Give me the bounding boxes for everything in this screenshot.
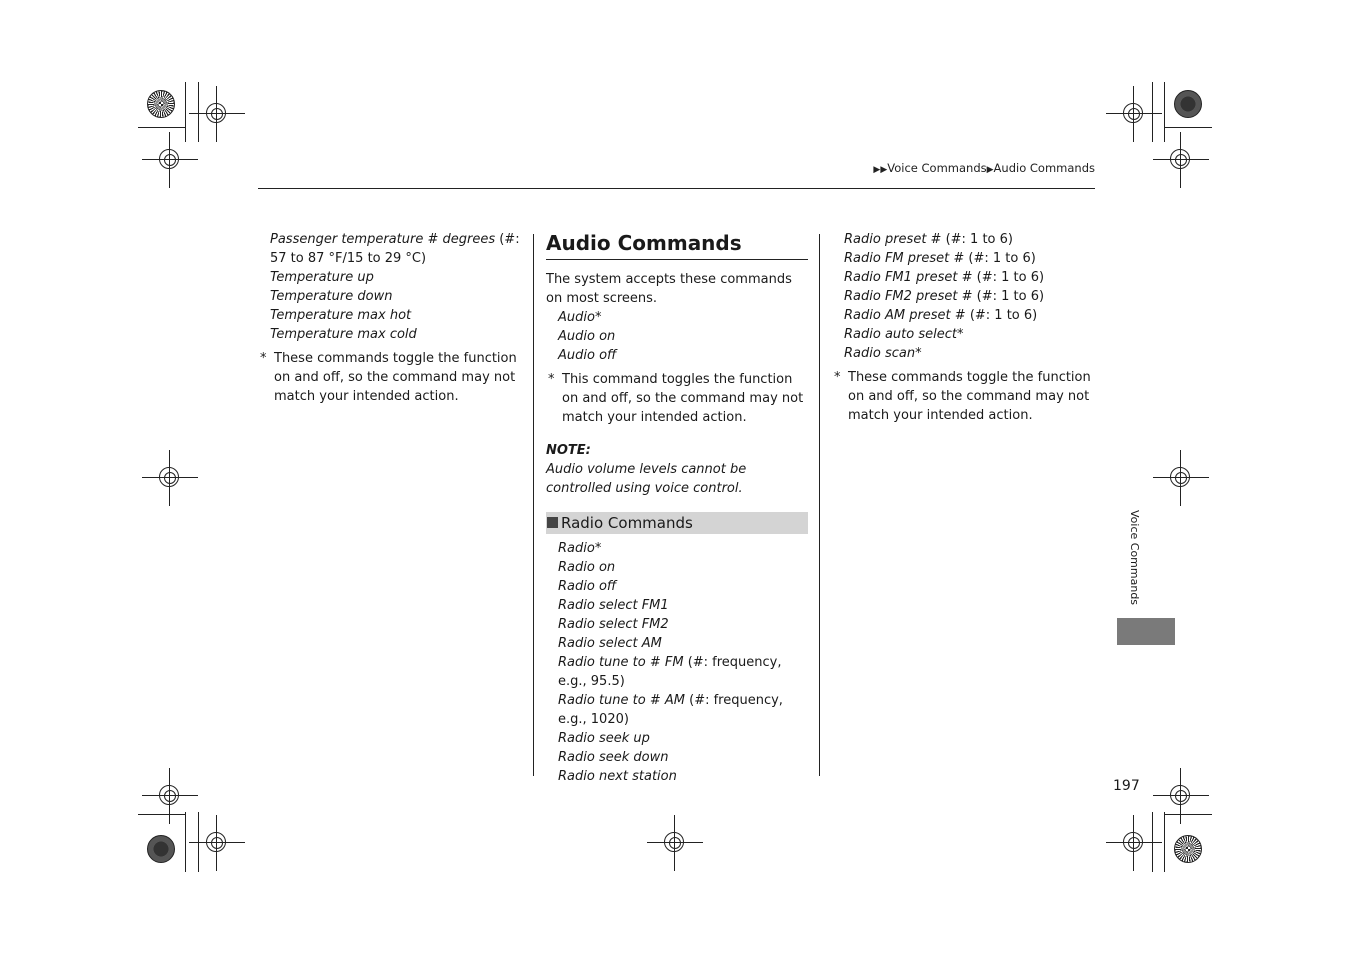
- side-tab[interactable]: [1117, 618, 1175, 645]
- section-heading: [546, 512, 808, 534]
- command-text: Passenger temperature # degrees: [270, 232, 496, 247]
- crosshair-icon: [664, 832, 684, 852]
- note-label: NOTE:: [546, 443, 591, 458]
- command-text: Radio seek down: [558, 750, 669, 765]
- list-item: [832, 344, 1094, 363]
- list-item: [832, 287, 1094, 306]
- list-item: [832, 230, 1094, 249]
- crop-line: [198, 82, 199, 142]
- command-detail: (#: 1 to 6): [965, 308, 1038, 323]
- command-detail: (#: 1 to 6): [964, 251, 1036, 266]
- footnote: [258, 349, 520, 406]
- command-text: Radio seek up: [558, 731, 650, 746]
- list-item: [832, 306, 1094, 325]
- list-item: [546, 748, 808, 767]
- crop-line: [1152, 82, 1153, 142]
- command-text: Radio FM preset #: [844, 251, 965, 266]
- command-text: Radio scan*: [844, 346, 922, 361]
- header-rule: [258, 188, 1095, 189]
- crosshair-icon: [1170, 149, 1190, 169]
- footnote-mark: *: [834, 370, 841, 385]
- command-list: [832, 230, 1094, 363]
- footnote-mark: *: [260, 351, 267, 366]
- page-number: 197: [1113, 778, 1140, 794]
- crop-line: [198, 812, 199, 872]
- crosshair-icon: [1123, 103, 1143, 123]
- list-item: [258, 325, 520, 344]
- command-detail: (#: frequency, e.g., 1020): [558, 693, 783, 727]
- column-left: [258, 230, 520, 406]
- crop-line: [138, 127, 186, 128]
- arrow-icon: ▶: [986, 165, 994, 175]
- registration-star-icon: [147, 90, 175, 118]
- command-text: Radio tune to # FM: [558, 655, 684, 670]
- footnote-text: This command toggles the function on and off, so the command may not match your intended action.: [562, 372, 804, 425]
- command-text: Radio next station: [558, 769, 677, 784]
- crop-line: [1164, 82, 1165, 142]
- breadcrumb-section[interactable]: Voice Commands: [887, 161, 987, 175]
- command-text: Radio select AM: [558, 636, 662, 651]
- command-text: Radio auto select*: [844, 327, 964, 342]
- column-divider: [533, 234, 534, 776]
- breadcrumb: [873, 161, 1095, 175]
- command-text: Radio tune to # AM: [558, 693, 685, 708]
- command-text: Audio off: [558, 348, 617, 363]
- command-text: Radio FM2 preset #: [844, 289, 973, 304]
- registration-star-icon: [147, 835, 175, 863]
- footnote-text: These commands toggle the function on and off, so the command may not match your intended action.: [274, 351, 517, 404]
- crop-line: [1164, 814, 1212, 815]
- command-text: Temperature down: [270, 289, 393, 304]
- crosshair-icon: [1170, 467, 1190, 487]
- double-arrow-icon: ▶▶: [873, 165, 888, 175]
- column-divider: [819, 234, 820, 776]
- footnote: [546, 370, 808, 427]
- command-text: Radio*: [558, 541, 602, 556]
- crosshair-icon: [206, 832, 226, 852]
- footnote-text: These commands toggle the function on and off, so the command may not match your intended action.: [848, 370, 1091, 423]
- list-item: [258, 306, 520, 325]
- command-text: Radio select FM2: [558, 617, 669, 632]
- list-item: [258, 230, 520, 268]
- command-detail: (#: 1 to 6): [972, 289, 1045, 304]
- list-item: [832, 325, 1094, 344]
- registration-star-icon: [1174, 835, 1202, 863]
- list-item: [546, 327, 808, 346]
- command-detail: (#: 1 to 6): [941, 232, 1013, 247]
- list-item: [546, 634, 808, 653]
- list-item: [546, 558, 808, 577]
- list-item: [546, 346, 808, 365]
- list-item: [546, 767, 808, 786]
- command-detail: (#: 1 to 6): [972, 270, 1045, 285]
- column-right: [832, 230, 1094, 425]
- command-text: Temperature max hot: [270, 308, 412, 323]
- audio-command-list: [546, 308, 808, 365]
- list-item: [546, 729, 808, 748]
- breadcrumb-page[interactable]: Audio Commands: [993, 161, 1095, 175]
- crosshair-icon: [159, 467, 179, 487]
- crop-line: [185, 82, 186, 142]
- crosshair-icon: [159, 149, 179, 169]
- list-item: [546, 615, 808, 634]
- registration-star-icon: [1174, 90, 1202, 118]
- list-item: [546, 308, 808, 327]
- footnote-mark: *: [548, 372, 555, 387]
- list-item: [258, 268, 520, 287]
- page-title: Audio Commands: [546, 230, 808, 260]
- command-detail: (#: frequency, e.g., 95.5): [558, 655, 782, 689]
- crop-line: [1152, 812, 1153, 872]
- column-middle: [546, 230, 808, 786]
- list-item: [832, 249, 1094, 268]
- list-item: [546, 577, 808, 596]
- crop-line: [185, 812, 186, 872]
- intro-text: The system accepts these commands on most screens.: [546, 272, 792, 306]
- crosshair-icon: [1123, 832, 1143, 852]
- command-text: Audio on: [558, 329, 616, 344]
- command-text: Radio FM1 preset #: [844, 270, 973, 285]
- note-body: Audio volume levels cannot be controlled using voice control.: [546, 462, 747, 496]
- list-item: [832, 268, 1094, 287]
- command-list: [258, 230, 520, 344]
- command-text: Radio AM preset #: [844, 308, 966, 323]
- command-text: Temperature up: [270, 270, 374, 285]
- command-text: Audio*: [558, 310, 602, 325]
- list-item: [258, 287, 520, 306]
- command-text: Temperature max cold: [270, 327, 417, 342]
- crosshair-icon: [1170, 785, 1190, 805]
- list-item: [546, 691, 808, 729]
- command-text: Radio off: [558, 579, 617, 594]
- crop-line: [138, 814, 186, 815]
- crosshair-icon: [159, 785, 179, 805]
- radio-command-list: [546, 539, 808, 786]
- section-heading-text: Radio Commands: [561, 514, 693, 532]
- side-tab-label: Voice Commands: [1128, 510, 1141, 606]
- command-text: Radio preset #: [844, 232, 942, 247]
- list-item: [546, 653, 808, 691]
- crop-line: [1164, 812, 1165, 872]
- command-text: Radio select FM1: [558, 598, 669, 613]
- crosshair-icon: [206, 103, 226, 123]
- list-item: [546, 539, 808, 558]
- list-item: [546, 596, 808, 615]
- footnote: [832, 368, 1094, 425]
- crop-line: [1164, 127, 1212, 128]
- command-detail: (#: 57 to 87 °F/15 to 29 °C): [270, 232, 520, 266]
- square-bullet-icon: [547, 517, 558, 528]
- command-text: Radio on: [558, 560, 616, 575]
